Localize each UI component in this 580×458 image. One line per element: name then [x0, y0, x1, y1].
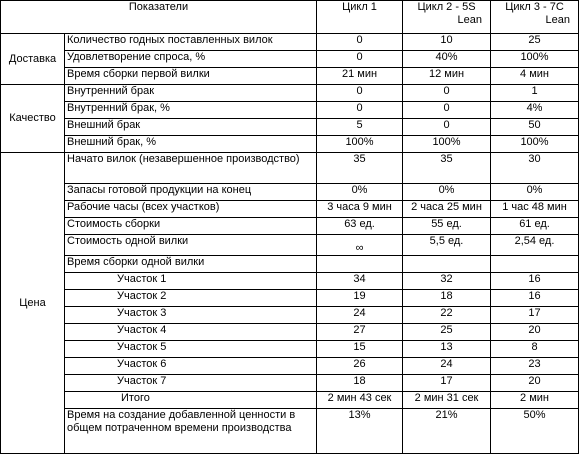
cell-cycle3: 50%: [491, 409, 579, 454]
header-cycle3: [491, 1, 579, 34]
table-row: [1, 409, 579, 454]
cell-cycle1: 3 часа 9 мин: [317, 201, 403, 218]
row-label: Время сборки одной вилки: [65, 256, 317, 273]
group-quality: Качество: [1, 85, 65, 153]
cell-cycle2: 0: [403, 102, 491, 119]
cell-cycle3: 1 час 48 мин: [491, 201, 579, 218]
cell-cycle2: 5,5 ед.: [403, 235, 491, 256]
cell-cycle2: 17: [403, 375, 491, 392]
table-row: [1, 68, 579, 85]
row-label: Участок 4: [65, 324, 317, 341]
table-row: [1, 341, 579, 358]
cell-cycle3: 4 мин: [491, 68, 579, 85]
cell-cycle1: 13%: [317, 409, 403, 454]
cell-cycle3: 100%: [491, 136, 579, 153]
table-row: [1, 218, 579, 235]
row-label: Внешний брак, %: [65, 136, 317, 153]
cell-cycle2: 10: [403, 34, 491, 51]
cell-cycle1: 19: [317, 290, 403, 307]
cell-cycle2: 32: [403, 273, 491, 290]
cell-cycle1: 21 мин: [317, 68, 403, 85]
cell-cycle3: 2,54 ед.: [491, 235, 579, 256]
table-row: [1, 324, 579, 341]
header-cycle2: [403, 1, 491, 34]
row-label: Внутренний брак: [65, 85, 317, 102]
cell-cycle3: 2 мин: [491, 392, 579, 409]
table-row: [1, 307, 579, 324]
cell-cycle1: 24: [317, 307, 403, 324]
row-label: Начато вилок (незавершенное производство): [65, 153, 317, 184]
row-label: Запасы готовой продукции на конец: [65, 184, 317, 201]
cell-cycle1: 27: [317, 324, 403, 341]
table-row: [1, 273, 579, 290]
header-cycle2-title: Цикл 2 - 5S: [417, 1, 476, 13]
header-cycle2-lean: Lean: [457, 14, 483, 26]
table-row: [1, 256, 579, 273]
cell-cycle1: 18: [317, 375, 403, 392]
cell-cycle2: 2 мин 31 сек: [403, 392, 491, 409]
cell-cycle3: 17: [491, 307, 579, 324]
header-row: [1, 1, 579, 34]
cell-cycle1: ∞: [317, 235, 403, 256]
group-delivery: Доставка: [1, 34, 65, 85]
row-label: Участок 6: [65, 358, 317, 375]
row-label: Участок 3: [65, 307, 317, 324]
row-label: Количество годных поставленных вилок: [65, 34, 317, 51]
table-row: [1, 153, 579, 184]
cell-cycle2: 35: [403, 153, 491, 184]
row-label: Участок 1: [65, 273, 317, 290]
cell-cycle2: 100%: [403, 136, 491, 153]
cell-cycle3: 23: [491, 358, 579, 375]
table-row: [1, 358, 579, 375]
cell-cycle2: 21%: [403, 409, 491, 454]
cell-cycle2: 55 ед.: [403, 218, 491, 235]
cell-cycle1: 2 мин 43 сек: [317, 392, 403, 409]
table-row: [1, 119, 579, 136]
row-label: Внутренний брак, %: [65, 102, 317, 119]
cell-cycle3: 8: [491, 341, 579, 358]
row-label: Время на создание добавленной ценности в общем потраченном времени производства: [65, 409, 317, 454]
header-cycle3-lean: Lean: [545, 14, 571, 26]
cell-cycle3: 30: [491, 153, 579, 184]
row-label: Стоимость сборки: [65, 218, 317, 235]
table-row: [1, 201, 579, 218]
cell-cycle3: 4%: [491, 102, 579, 119]
cell-cycle3: 25: [491, 34, 579, 51]
table-row: [1, 102, 579, 119]
cell-cycle1: [317, 256, 403, 273]
cell-cycle2: 40%: [403, 51, 491, 68]
cell-cycle1: 35: [317, 153, 403, 184]
row-label: Участок 5: [65, 341, 317, 358]
header-cycle3-title: Цикл 3 - 7C: [505, 1, 564, 13]
cell-cycle3: 1: [491, 85, 579, 102]
cell-cycle3: 16: [491, 273, 579, 290]
cell-cycle3: 61 ед.: [491, 218, 579, 235]
cell-cycle1: 34: [317, 273, 403, 290]
table-row: [1, 290, 579, 307]
cell-cycle1: 0%: [317, 184, 403, 201]
cell-cycle1: 15: [317, 341, 403, 358]
cell-cycle3: 16: [491, 290, 579, 307]
row-label: Участок 7: [65, 375, 317, 392]
cell-cycle2: 0: [403, 85, 491, 102]
cell-cycle3: 50: [491, 119, 579, 136]
table-row: [1, 235, 579, 256]
cell-cycle1: 0: [317, 34, 403, 51]
header-cycle1: Цикл 1: [317, 1, 403, 34]
cell-cycle2: 0: [403, 119, 491, 136]
cell-cycle2: 12 мин: [403, 68, 491, 85]
cell-cycle1: 0: [317, 51, 403, 68]
table-row: [1, 184, 579, 201]
cell-cycle1: 0: [317, 102, 403, 119]
cell-cycle3: 20: [491, 375, 579, 392]
cell-cycle3: 100%: [491, 51, 579, 68]
cell-cycle1: 100%: [317, 136, 403, 153]
cell-cycle1: 26: [317, 358, 403, 375]
table-row: [1, 136, 579, 153]
cell-cycle2: 24: [403, 358, 491, 375]
cell-cycle1: 63 ед.: [317, 218, 403, 235]
header-indicators: Показатели: [1, 1, 317, 34]
cell-cycle1: 0: [317, 85, 403, 102]
table-row-total: [1, 392, 579, 409]
table-row: [1, 85, 579, 102]
row-label: Участок 2: [65, 290, 317, 307]
row-label: Итого: [65, 392, 317, 409]
cell-cycle3: [491, 256, 579, 273]
table-row: [1, 375, 579, 392]
cell-cycle2: 0%: [403, 184, 491, 201]
cell-cycle2: 13: [403, 341, 491, 358]
cell-cycle2: 22: [403, 307, 491, 324]
cell-cycle1: 5: [317, 119, 403, 136]
group-price: Цена: [1, 153, 65, 454]
cell-cycle2: 25: [403, 324, 491, 341]
cell-cycle3: 0%: [491, 184, 579, 201]
cell-cycle3: 20: [491, 324, 579, 341]
cell-cycle2: 2 часа 25 мин: [403, 201, 491, 218]
row-label: Время сборки первой вилки: [65, 68, 317, 85]
row-label: Стоимость одной вилки: [65, 235, 317, 256]
table-row: [1, 51, 579, 68]
row-label: Удовлетворение спроса, %: [65, 51, 317, 68]
cell-cycle2: 18: [403, 290, 491, 307]
table-row: [1, 34, 579, 51]
row-label: Внешний брак: [65, 119, 317, 136]
row-label: Рабочие часы (всех участков): [65, 201, 317, 218]
cell-cycle2: [403, 256, 491, 273]
